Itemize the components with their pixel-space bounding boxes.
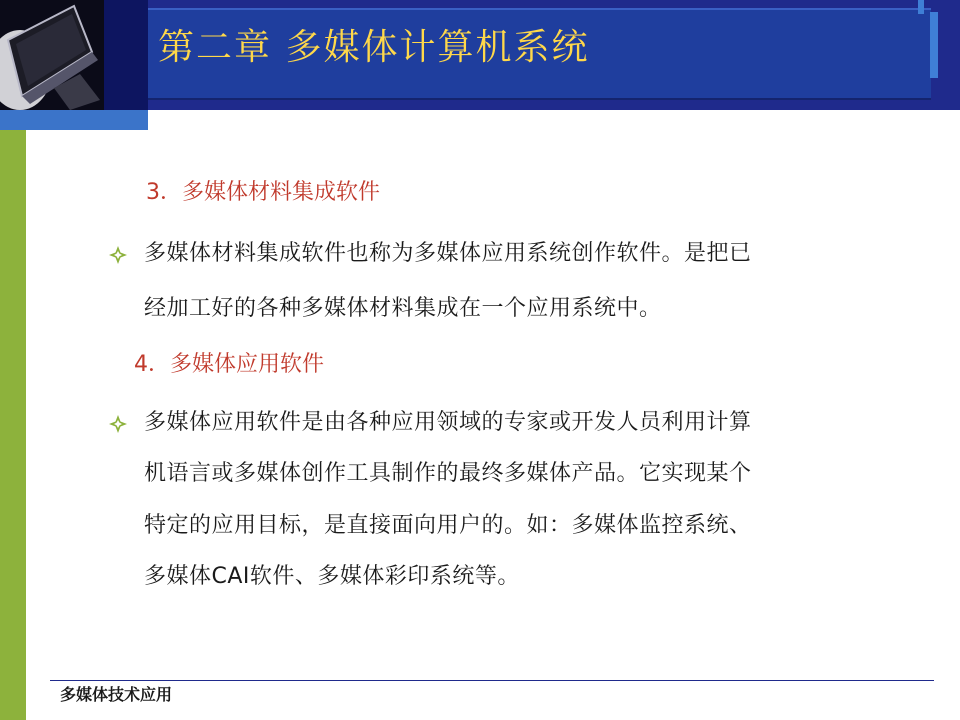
diamond-bullet-icon bbox=[108, 414, 128, 434]
slide-title: 第二章 多媒体计算机系统 bbox=[158, 27, 590, 68]
section-4-line: 多媒体应用软件是由各种应用领域的专家或开发人员利用计算 bbox=[144, 410, 752, 435]
section-3-line: 经加工好的各种多媒体材料集成在一个应用系统中。 bbox=[144, 296, 662, 321]
footer-label: 多媒体技术应用 bbox=[60, 685, 173, 704]
section-4-heading: 4．多媒体应用软件 bbox=[134, 352, 324, 377]
section-4-line: 多媒体CAI软件、多媒体彩印系统等。 bbox=[144, 564, 520, 589]
diamond-bullet-icon bbox=[108, 245, 128, 265]
section-4-line: 机语言或多媒体创作工具制作的最终多媒体产品。它实现某个 bbox=[144, 461, 752, 486]
section-4-line: 特定的应用目标，是直接面向用户的。如：多媒体监控系统、 bbox=[144, 513, 752, 538]
section-3-line: 多媒体材料集成软件也称为多媒体应用系统创作软件。是把已 bbox=[144, 241, 752, 266]
section-3-heading: 3．多媒体材料集成软件 bbox=[146, 180, 380, 205]
footer-divider bbox=[50, 680, 934, 681]
